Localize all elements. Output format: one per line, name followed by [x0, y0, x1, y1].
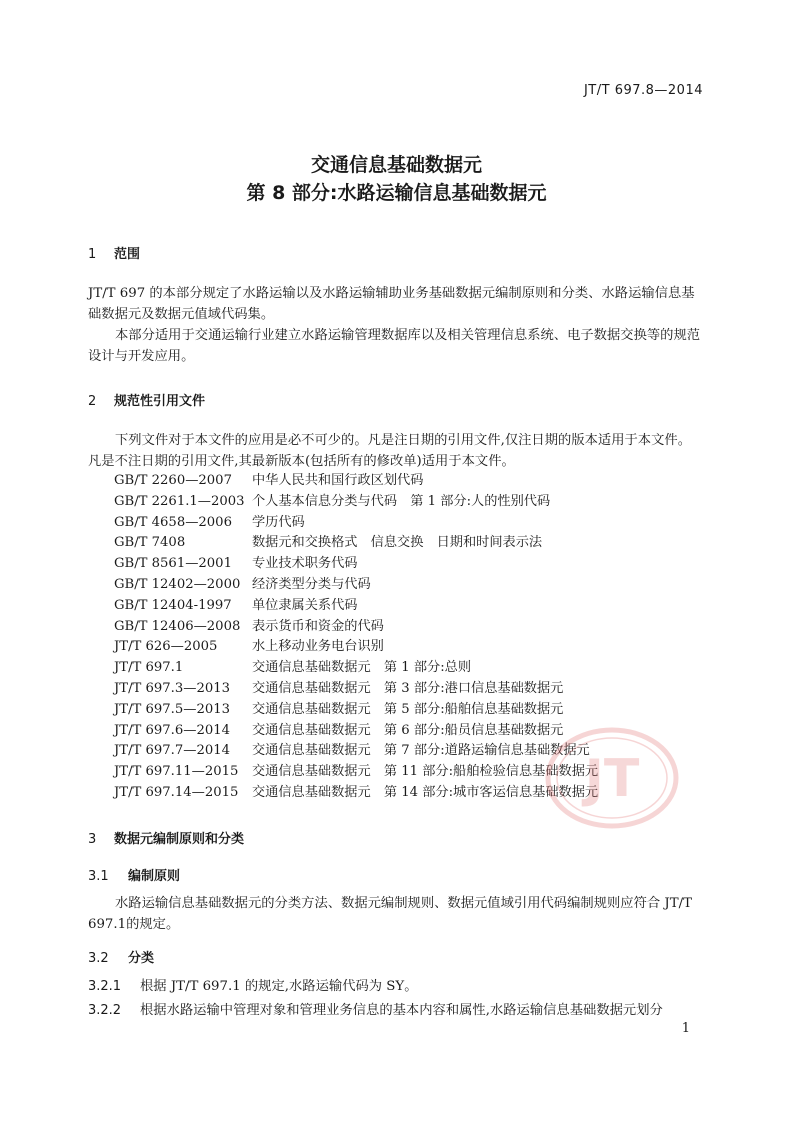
section-number: 1: [88, 247, 97, 262]
reference-item: [114, 637, 634, 658]
page-number: 1: [681, 1021, 690, 1036]
standard-code-header: JT/T 697.8—2014: [583, 83, 703, 98]
section-3-heading: [88, 828, 244, 847]
reference-code: JT/T 697.11—2015: [114, 764, 239, 780]
reference-item: [114, 554, 634, 575]
reference-item: [114, 617, 634, 638]
reference-title: 数据元和交换格式 信息交换 日期和时间表示法: [252, 535, 543, 551]
reference-title: 个人基本信息分类与代码 第 1 部分:人的性别代码: [252, 493, 551, 509]
clause-text: 根据水路运输中管理对象和管理业务信息的基本内容和属性,水路运输信息基础数据元划分: [140, 1003, 663, 1018]
reference-title: 交通信息基础数据元 第 5 部分:船舶信息基础数据元: [252, 701, 564, 717]
reference-code: GB/T 7408: [114, 535, 186, 551]
reference-code: GB/T 12402—2000: [114, 576, 241, 592]
subsection-3-1-heading: [88, 865, 180, 884]
reference-code: JT/T 697.14—2015: [114, 784, 239, 800]
document-title: 交通信息基础数据元: [310, 154, 482, 176]
clause-number: 3.2.1: [88, 979, 122, 994]
subsection-3-1-body: [88, 893, 704, 935]
reference-code: GB/T 2260—2007: [114, 473, 232, 488]
paragraph: 水路运输信息基础数据元的分类方法、数据元编制规则、数据元值域引用代码编制规则应符合 JT/T 697.1的规定。: [88, 896, 692, 932]
subsection-number: 3.1: [88, 869, 109, 884]
subsection-3-2-heading: [88, 947, 154, 966]
reference-item: [114, 471, 634, 492]
section-number: 2: [88, 394, 97, 409]
reference-code: GB/T 4658—2006: [114, 514, 232, 530]
reference-code: GB/T 12406—2008: [114, 618, 241, 634]
reference-item: [114, 679, 634, 700]
section-1-heading: [88, 243, 140, 262]
reference-title: 交通信息基础数据元 第 1 部分:总则: [252, 660, 472, 676]
reference-title: 中华人民共和国行政区划代码: [252, 473, 424, 488]
reference-item: [114, 658, 634, 679]
reference-code: JT/T 697.6—2014: [114, 722, 231, 738]
section-title: 范围: [114, 247, 141, 262]
reference-code: GB/T 2261.1—2003: [114, 493, 245, 509]
reference-item: [114, 513, 634, 534]
subsection-title: 编制原则: [128, 869, 181, 884]
reference-code: JT/T 697.3—2013: [114, 680, 231, 696]
section-2-heading: [88, 390, 205, 409]
reference-item: [114, 700, 634, 721]
section-title: 规范性引用文件: [114, 394, 206, 409]
reference-code: JT/T 697.5—2013: [114, 701, 231, 717]
section-1-body: [88, 283, 704, 367]
reference-title: 单位隶属关系代码: [252, 597, 358, 613]
paragraph: JT/T 697 的本部分规定了水路运输以及水路运输辅助业务基础数据元编制原则和分类、水路运输信息基础数据元及数据元值域代码集。: [88, 286, 695, 322]
section-title: 数据元编制原则和分类: [114, 832, 245, 847]
jt-watermark-stamp-icon: [545, 726, 679, 830]
reference-item: [114, 492, 634, 513]
reference-title: 水上移动业务电台识别: [252, 639, 384, 655]
clause-3-2-2: [88, 999, 708, 1018]
subsection-number: 3.2: [88, 951, 109, 966]
reference-title: 专业技术职务代码: [252, 556, 358, 572]
reference-title: 交通信息基础数据元 第 7 部分:道路运输信息基础数据元: [252, 743, 590, 759]
reference-title: 经济类型分类与代码: [252, 576, 371, 592]
clause-text: 根据 JT/T 697.1 的规定,水路运输代码为 SY。: [140, 979, 418, 994]
reference-item: [114, 575, 634, 596]
reference-title: 交通信息基础数据元 第 6 部分:船员信息基础数据元: [252, 722, 564, 738]
reference-item: [114, 596, 634, 617]
reference-title: 表示货币和资金的代码: [252, 618, 384, 634]
reference-item: [114, 533, 634, 554]
reference-code: JT/T 697.7—2014: [114, 743, 231, 759]
clause-number: 3.2.2: [88, 1003, 122, 1018]
stamp-text: JT: [584, 749, 640, 809]
paragraph: 下列文件对于本文件的应用是必不可少的。凡是注日期的引用文件,仅注日期的版本适用于本文件。凡是不注日期的引用文件,其最新版本(包括所有的修改单)适用于本文件。: [88, 433, 691, 469]
reference-code: JT/T 626—2005: [114, 639, 218, 655]
reference-title: 学历代码: [252, 514, 305, 530]
paragraph: 本部分适用于交通运输行业建立水路运输管理数据库以及相关管理信息系统、电子数据交换等的规范设计与开发应用。: [88, 328, 701, 364]
document-subtitle: 第 8 部分:水路运输信息基础数据元: [246, 182, 547, 204]
reference-title: 交通信息基础数据元 第 3 部分:港口信息基础数据元: [252, 680, 564, 696]
reference-code: GB/T 12404-1997: [114, 597, 232, 613]
section-number: 3: [88, 832, 97, 847]
section-2-intro: [88, 430, 704, 472]
reference-title: 交通信息基础数据元 第 14 部分:城市客运信息基础数据元: [252, 784, 599, 800]
reference-code: JT/T 697.1: [114, 660, 184, 676]
clause-3-2-1: [88, 975, 708, 994]
subsection-title: 分类: [128, 951, 155, 966]
reference-title: 交通信息基础数据元 第 11 部分:船舶检验信息基础数据元: [252, 764, 599, 780]
reference-code: GB/T 8561—2001: [114, 556, 232, 572]
